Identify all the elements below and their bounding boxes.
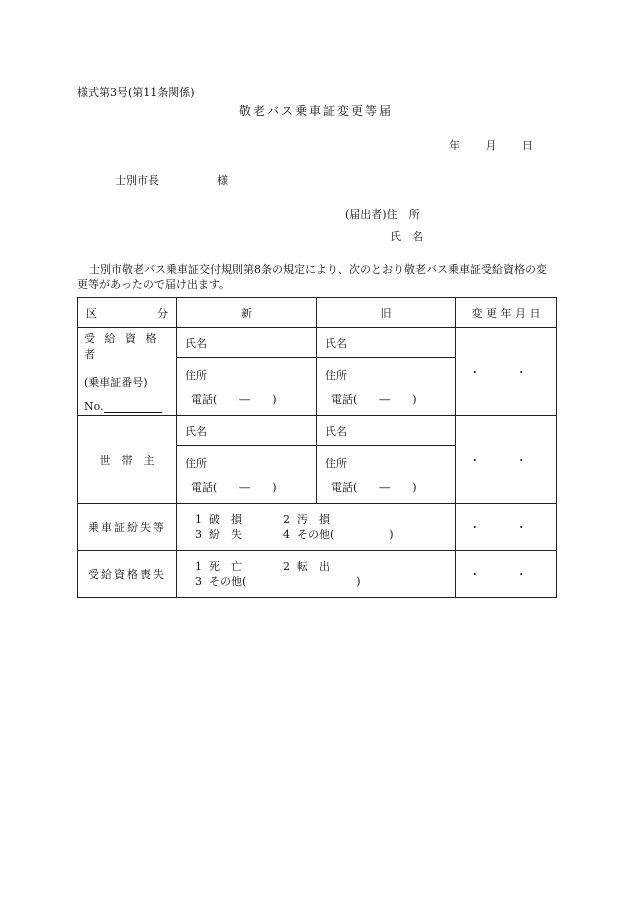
recipient-new-phone[interactable]: 電話( ― ) xyxy=(177,383,317,416)
recipient-old-name[interactable]: 氏名 xyxy=(317,328,456,358)
lost-option-2[interactable]: 2 汚 損 xyxy=(283,513,330,526)
recipient-number xyxy=(84,400,176,413)
household-old-name[interactable]: 氏名 xyxy=(317,416,456,446)
lost-option-3[interactable]: 3 紛 失 xyxy=(195,528,242,541)
header-category-part1: 区 xyxy=(86,306,97,320)
recipient-number-line[interactable] xyxy=(104,402,162,413)
lost-option-4[interactable]: 4 その他( ) xyxy=(283,528,394,541)
addressee xyxy=(115,172,228,188)
lost-option-1[interactable]: 1 破 損 xyxy=(195,513,242,526)
recipient-sub-label: (乗車証番号) xyxy=(84,376,148,389)
recipient-old-phone[interactable]: 電話( ― ) xyxy=(317,383,456,416)
recipient-label: 受 給 資 格 者 xyxy=(84,332,160,361)
recipient-new-name[interactable]: 氏名 xyxy=(177,328,317,358)
forfeit-options xyxy=(177,551,456,598)
forfeit-option-2[interactable]: 2 転 出 xyxy=(283,560,330,573)
household-old-address[interactable]: 住所 xyxy=(317,446,456,472)
recipient-label-cell xyxy=(78,328,177,416)
household-label: 世 帯 主 xyxy=(78,416,177,504)
forfeit-option-3[interactable]: 3 その他( ) xyxy=(195,575,361,588)
household-new-address[interactable]: 住所 xyxy=(177,446,317,472)
header-category-part2: 分 xyxy=(157,306,168,320)
forfeit-label: 受給資格喪失 xyxy=(78,551,177,598)
household-new-name[interactable]: 氏名 xyxy=(177,416,317,446)
body-text: 士別市敬老バス乗車証交付規則第8条の規定により、次のとおり敬老バス乗車証受給資格の変更等があったので届け出ます。 xyxy=(77,263,547,291)
header-category xyxy=(78,298,177,328)
applicant-address-label: (届出者)住 所 xyxy=(345,208,420,221)
header-new: 新 xyxy=(177,298,317,328)
date-line xyxy=(449,137,533,153)
recipient-change-date[interactable]: ・ ・ xyxy=(456,328,557,416)
household-change-date[interactable]: ・ ・ xyxy=(456,416,557,504)
change-form-table xyxy=(77,297,557,598)
day-label: 日 xyxy=(522,139,533,152)
forfeit-option-1[interactable]: 1 死 亡 xyxy=(195,560,242,573)
lost-options xyxy=(177,504,456,551)
lost-change-date[interactable]: ・ ・ xyxy=(456,504,557,551)
month-label: 月 xyxy=(485,139,497,152)
recipient-new-address[interactable]: 住所 xyxy=(177,358,317,384)
form-number: 様式第3号(第11条関係) xyxy=(77,86,195,99)
addressee-honorific: 様 xyxy=(217,174,228,187)
document-title: 敬老バス乗車証変更等届 xyxy=(239,104,394,118)
header-change-date: 変 更 年 月 日 xyxy=(456,298,557,328)
applicant-name-label: 氏 名 xyxy=(390,230,423,243)
year-label: 年 xyxy=(449,139,460,152)
header-old: 旧 xyxy=(317,298,456,328)
addressee-name: 士別市長 xyxy=(115,174,159,187)
forfeit-change-date[interactable]: ・ ・ xyxy=(456,551,557,598)
household-old-phone[interactable]: 電話( ― ) xyxy=(317,471,456,504)
recipient-old-address[interactable]: 住所 xyxy=(317,358,456,384)
lost-label: 乗車証紛失等 xyxy=(78,504,177,551)
recipient-no-label: No. xyxy=(84,400,104,413)
household-new-phone[interactable]: 電話( ― ) xyxy=(177,471,317,504)
